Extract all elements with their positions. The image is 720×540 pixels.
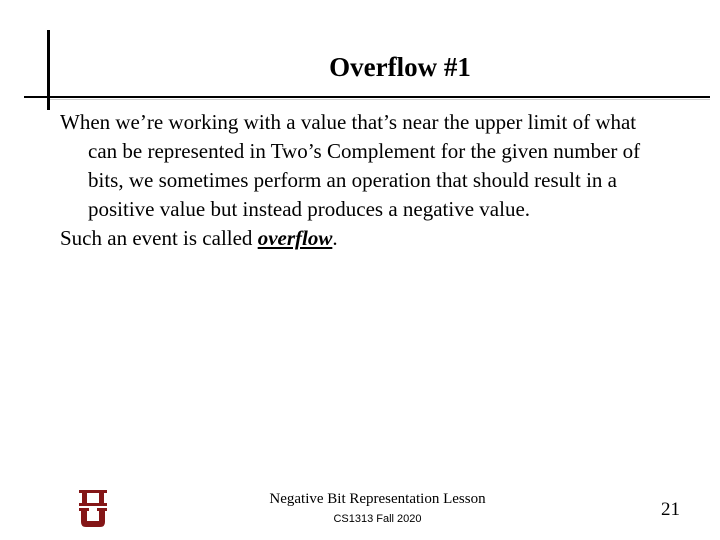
decorative-vertical-rule [47, 30, 50, 110]
slide-title: Overflow #1 [329, 52, 471, 82]
body-paragraph-1: When we’re working with a value that’s near the upper limit of what can be represented in Two’s Complement for the given number of bits, we sometimes perform an operation that should result in a positive value but instead produces a negative value. [60, 110, 641, 221]
footer-course: CS1313 Fall 2020 [333, 513, 422, 525]
paragraph-2-suffix: . [332, 226, 338, 250]
page-number: 21 [661, 499, 680, 520]
slide-body [60, 108, 670, 253]
decorative-shadow-rule [50, 99, 710, 100]
paragraph-2-prefix: Such an event is called [60, 226, 258, 250]
footer [230, 490, 525, 527]
footer-lesson-title: Negative Bit Representation Lesson [269, 491, 486, 507]
body-paragraph-2 [60, 224, 670, 253]
decorative-horizontal-rule [24, 96, 710, 98]
overflow-term: overflow [257, 226, 333, 250]
ou-logo-icon [76, 486, 110, 530]
